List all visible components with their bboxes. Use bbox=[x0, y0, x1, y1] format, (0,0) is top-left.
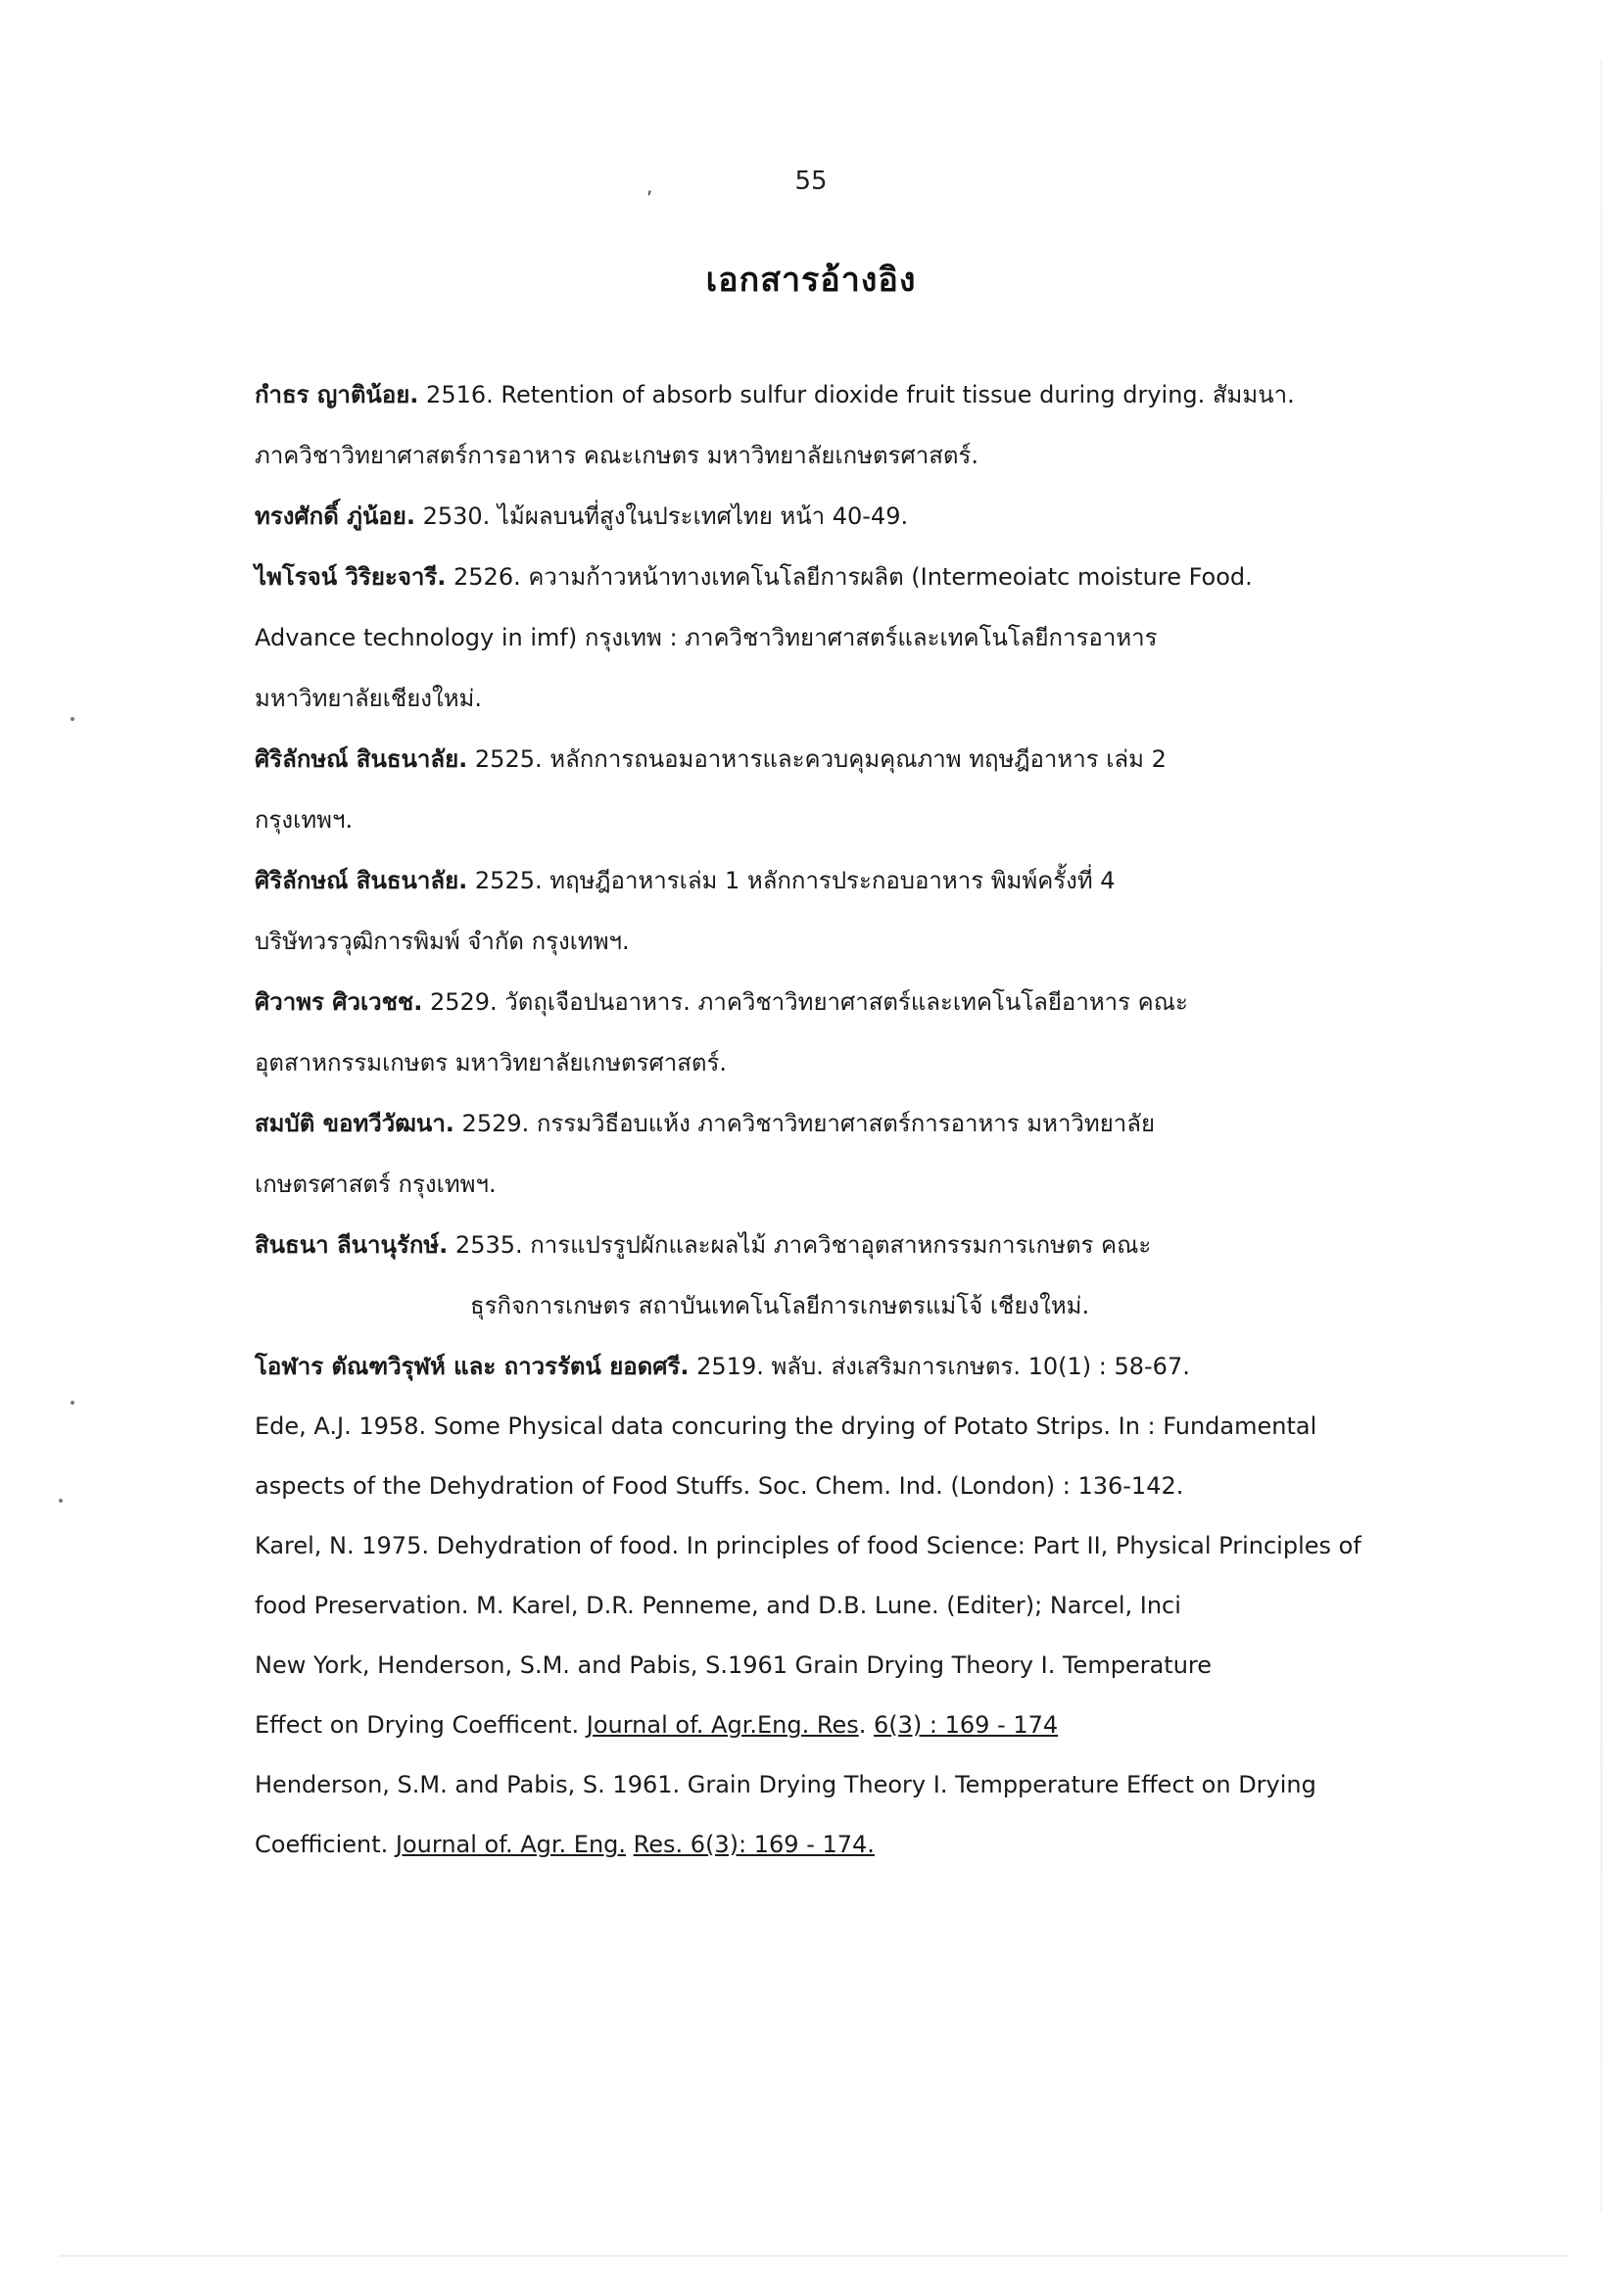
journal-title: Journal of. Agr. Eng. bbox=[395, 1831, 627, 1858]
reference-continuation: aspects of the Dehydration of Food Stuffs. Soc. Chem. Ind. (London) : 136-142. bbox=[255, 1472, 1184, 1500]
reference-continuation bbox=[255, 1696, 1391, 1755]
reference-continuation: ธุรกิจการเกษตร สถาบันเทคโนโลยีการเกษตรแม่โจ้ เชียงใหม่. bbox=[470, 1292, 1090, 1319]
reference-author: Ede, A.J. bbox=[255, 1412, 352, 1440]
reference-list bbox=[255, 364, 1391, 1875]
reference-text bbox=[626, 1831, 634, 1858]
reference-item bbox=[255, 972, 1391, 1093]
reference-item bbox=[255, 364, 1391, 486]
scan-speck bbox=[71, 717, 74, 721]
scan-speck bbox=[59, 1499, 63, 1503]
reference-text: Effect on Drying Coefficent. bbox=[255, 1711, 587, 1739]
reference-continuation bbox=[255, 1815, 1391, 1875]
reference-continuation: New York, Henderson, S.M. and Pabis, S.1961 Grain Drying Theory I. Temperature bbox=[255, 1651, 1213, 1679]
reference-continuation: ภาควิชาวิทยาศาสตร์การอาหาร คณะเกษตร มหาวิทยาลัยเกษตรศาสตร์. bbox=[255, 442, 978, 469]
reference-author: ไพโรจน์ วิริยะจารี. bbox=[255, 563, 447, 591]
reference-author: ศิริลักษณ์ สินธนาลัย. bbox=[255, 745, 468, 773]
reference-author: สมบัติ ขอทวีวัฒนา. bbox=[255, 1110, 454, 1137]
journal-pages: Res. 6(3): 169 - 174. bbox=[633, 1831, 875, 1858]
stray-mark: , bbox=[646, 174, 653, 198]
reference-text: 2529. กรรมวิธีอบแห้ง ภาควิชาวิทยาศาสตร์การอาหาร มหาวิทยาลัย bbox=[453, 1110, 1156, 1137]
reference-author: โอฬาร ตัณฑวิรุฬห์ และ ถาวรรัตน์ ยอดศรี. bbox=[255, 1353, 690, 1380]
scan-bottom-edge bbox=[59, 2255, 1567, 2257]
reference-continuation: food Preservation. M. Karel, D.R. Penneme, and D.B. Lune. (Editer); Narcel, Inci bbox=[255, 1592, 1181, 1619]
reference-author: Karel, N. bbox=[255, 1532, 355, 1559]
reference-author: สินธนา ลีนานุรักษ์. bbox=[255, 1231, 449, 1259]
reference-text: 2526. ความก้าวหน้าทางเทคโนโลยีการผลิต (Intermeoiatc moisture Food. bbox=[446, 563, 1253, 591]
reference-continuation: Advance technology in imf) กรุงเทพ : ภาควิชาวิทยาศาสตร์และเทคโนโลยีการอาหาร bbox=[255, 624, 1158, 651]
reference-item bbox=[255, 1516, 1391, 1755]
page-title: เอกสารอ้างอิง bbox=[705, 261, 917, 300]
reference-text: 2519. พลับ. ส่งเสริมการเกษตร. 10(1) : 58-67. bbox=[689, 1353, 1190, 1380]
journal-title: Journal of. Agr.Eng. Res bbox=[586, 1711, 859, 1739]
reference-text: . bbox=[858, 1711, 874, 1739]
reference-author: กำธร ญาติน้อย. bbox=[255, 381, 419, 408]
reference-item bbox=[255, 1397, 1391, 1516]
reference-continuation: อุตสาหกรรมเกษตร มหาวิทยาลัยเกษตรศาสตร์. bbox=[255, 1049, 727, 1076]
reference-text: 1961. Grain Drying Theory I. Tempperature Effect on Drying bbox=[604, 1771, 1316, 1798]
reference-text: 2525. หลักการถนอมอาหารและควบคุมคุณภาพ ทฤษฎีอาหาร เล่ม 2 bbox=[467, 745, 1167, 773]
reference-item bbox=[255, 1336, 1391, 1397]
reference-text: 2535. การแปรรูปผักและผลไม้ ภาควิชาอุตสาหกรรมการเกษตร คณะ bbox=[448, 1231, 1152, 1259]
reference-text: 2530. ไม้ผลบนที่สูงในประเทศไทย หน้า 40-49. bbox=[414, 502, 909, 530]
reference-author: ทรงศักดิ์ ภู่น้อย. bbox=[255, 502, 415, 530]
page-number: 55 bbox=[794, 167, 828, 196]
scan-speck bbox=[71, 1401, 74, 1405]
reference-text: 1975. Dehydration of food. In principles of food Science: Part II, Physical Principles of bbox=[354, 1532, 1361, 1559]
journal-pages: 6(3) : 169 - 174 bbox=[874, 1711, 1059, 1739]
reference-item bbox=[255, 1215, 1391, 1336]
reference-item bbox=[255, 1755, 1391, 1875]
reference-text: 1958. Some Physical data concuring the drying of Potato Strips. In : Fundamental bbox=[351, 1412, 1317, 1440]
scan-edge bbox=[1600, 59, 1602, 2214]
reference-text: 2529. วัตถุเจือปนอาหาร. ภาควิชาวิทยาศาสตร์และเทคโนโลยีอาหาร คณะ bbox=[422, 988, 1188, 1016]
reference-item bbox=[255, 1093, 1391, 1215]
reference-text: Coefficient. bbox=[255, 1831, 396, 1858]
reference-item bbox=[255, 729, 1391, 850]
reference-item bbox=[255, 850, 1391, 972]
reference-continuation: กรุงเทพฯ. bbox=[255, 806, 354, 834]
reference-item bbox=[255, 486, 1391, 547]
reference-author: Henderson, S.M. and Pabis, S. bbox=[255, 1771, 605, 1798]
reference-text: 2525. ทฤษฎีอาหารเล่ม 1 หลักการประกอบอาหาร พิมพ์ครั้งที่ 4 bbox=[467, 867, 1116, 894]
reference-continuation: บริษัทวรวุฒิการพิมพ์ จำกัด กรุงเทพฯ. bbox=[255, 928, 630, 955]
reference-author: ศิริลักษณ์ สินธนาลัย. bbox=[255, 867, 468, 894]
reference-author: ศิวาพร ศิวเวชช. bbox=[255, 988, 423, 1016]
reference-continuation: มหาวิทยาลัยเชียงใหม่. bbox=[255, 685, 482, 712]
reference-text: 2516. Retention of absorb sulfur dioxide fruit tissue during drying. สัมมนา. bbox=[418, 381, 1295, 408]
reference-item bbox=[255, 547, 1391, 729]
reference-continuation: เกษตรศาสตร์ กรุงเทพฯ. bbox=[255, 1171, 497, 1198]
